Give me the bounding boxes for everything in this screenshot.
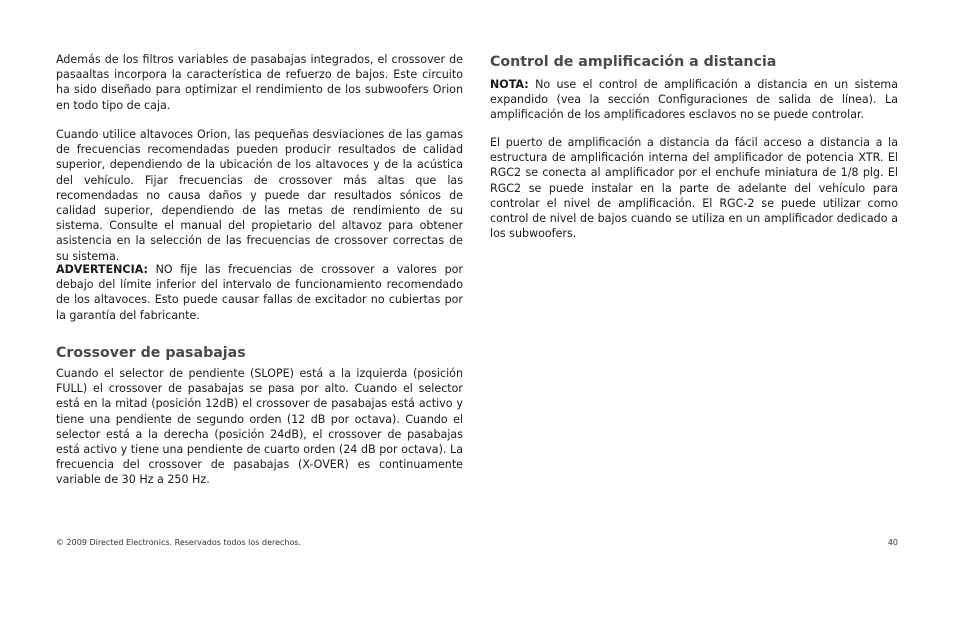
paragraph-lowpass: Cuando el selector de pendiente (SLOPE) está a la izquierda (posición FULL) el crossover de pasabajas se pasa por alto. Cuando el selector está en la mitad (posición 12dB) el crossover de pasabajas está activo y tiene una pendiente de segundo orden (12 dB por octava). Cuando el selector está a la derecha (posición 24dB), el crossover de pasabajas está activo y tiene una pendiente de cuarto orden (24 dB por octava). La frecuencia del crossover de pasabajas (X-OVER) es continuamente variable de 30 Hz a 250 Hz. [56, 367, 463, 487]
warning-label: ADVERTENCIA: [56, 263, 148, 276]
page-number: 40 [887, 538, 898, 547]
note-label: NOTA: [490, 78, 529, 91]
section-heading-lowpass: Crossover de pasabajas [56, 345, 246, 361]
warning-paragraph [56, 262, 463, 323]
note-paragraph [490, 77, 898, 123]
warning-text: NO fije las frecuencias de crossover a valores por debajo del límite inferior del intervalo de funcionamiento recomendado de los altavoces. Esto puede causar fallas de excitador no cubiertas por la garantía del fabricante. [56, 263, 463, 322]
paragraph-speaker-deviation: Cuando utilice altavoces Orion, las pequeñas desviaciones de las gamas de frecuencias recomendadas pueden producir resultados de calidad superior, dependiendo de la ubicación de los altavoces y de la acústica del vehículo. Fijar frecuencias de crossover más altas que las recomendadas no causa daños y puede dar resultados sónicos de calidad superior, dependiendo de las metas de rendimiento de su sistema. Consulte el manual del propietario del altavoz para obtener asistencia en la selección de las frecuencias de crossover correctas de su sistema. [56, 128, 463, 263]
paragraph-bass-boost: Además de los filtros variables de pasabajas integrados, el crossover de pasaaltas incorpora la característica de refuerzo de bajos. Este circuito ha sido diseñado para optimizar el rendimiento de los subwoofers Orion en todo tipo de caja. [56, 53, 463, 112]
copyright-footer: © 2009 Directed Electronics. Reservados todos los derechos. [56, 538, 302, 547]
paragraph-remote-port: El puerto de amplificación a distancia da fácil acceso a distancia a la estructura de amplificación interna del amplificador de potencia XTR. El RGC2 se conecta al amplificador por el enchufe miniatura de 1/8 plg. El RGC2 se puede instalar en la parte de adelante del vehículo para controlar el nivel de amplificación. El RGC-2 se puede utilizar como control de nivel de bajos cuando se utiliza en un amplificador dedicado a los subwoofers. [490, 136, 898, 241]
note-text: No use el control de amplificación a distancia en un sistema expandido (vea la sección Configuraciones de salida de línea). La amplificación de los amplificadores esclavos no se puede controlar. [490, 78, 898, 122]
section-heading-remote-gain: Control de amplificación a distancia [490, 54, 777, 70]
